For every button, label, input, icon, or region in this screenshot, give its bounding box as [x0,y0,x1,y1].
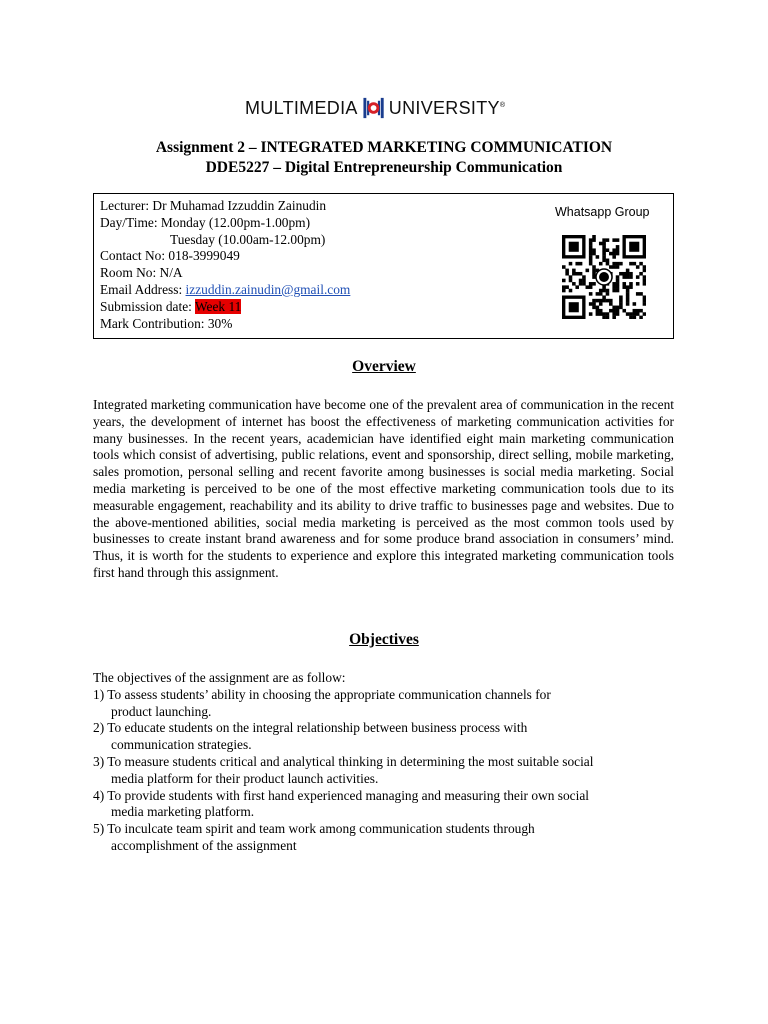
info-lines [100,198,350,332]
objective-item [93,687,693,721]
course-title: DDE5227 – Digital Entrepreneurship Communication [205,159,563,176]
assignment-title: Assignment 2 – INTEGRATED MARKETING COMMUNICATION [155,139,613,156]
daytime-line-1: Day/Time: Monday (12.00pm-1.00pm) [100,214,311,230]
submission-week: Week 11 [194,298,242,314]
registered-mark: ® [499,102,505,109]
overview-paragraph: Integrated marketing communication have become one of the prevalent area of communication in the recent years, the development of internet has boost the effectiveness of marketing communication activities for many businesses. In the recent years, academician have identified eight main marketing communication tools which consist of advertising, public relations, event and sponsorship, direct selling, mobile marketing, sales promotion, personal selling and recent favorite among businesses is social media marketing. Social media marketing is perceived to be one of the most effective marketing communication tools due to its measurable engagement, reachability and its ability to drive traffic to businesses page and websites. Due to the above-mentioned abilities, social media marketing is perceived as the most common tools used by businesses to create instant brand awareness and for some produce brand association in consumers’ mind. Thus, it is worth for the students to experience and explore this integrated marketing communication tools first hand through this assignment. [93,397,674,580]
objective-item [93,754,693,788]
objective-item [93,821,693,855]
university-logo [245,88,505,128]
contact-line: Contact No: 018-3999049 [100,248,240,264]
objective-line: 2) To educate students on the integral relationship between business process with [93,720,528,736]
lecturer-line: Lecturer: Dr Muhamad Izzuddin Zainudin [100,198,327,213]
objective-line: 3) To measure students critical and analytical thinking in determining the most suitable social [93,753,594,769]
objective-continuation: accomplishment of the assignment [111,837,297,853]
objective-continuation: communication strategies. [111,737,252,753]
whatsapp-group-label: Whatsapp Group [555,205,650,219]
submission-line [100,299,350,316]
objectives-intro: The objectives of the assignment are as follow: [93,670,346,685]
overview-heading: Overview [352,358,416,375]
objective-line: 4) To provide students with first hand experienced managing and measuring their own social [93,787,590,803]
objectives-heading: Objectives [349,631,419,648]
logo-right-word: UNIVERSITY [388,97,500,118]
objective-item [93,788,693,822]
mmu-emblem-icon [362,90,385,126]
whatsapp-qr-code[interactable] [562,235,646,319]
objective-item [93,720,693,754]
objective-continuation: media marketing platform. [111,804,255,820]
email-line [100,282,350,299]
mark-line: Mark Contribution: 30% [100,315,233,331]
objective-continuation: media platform for their product launch activities. [111,770,379,786]
objective-line: 5) To inculcate team spirit and team work among communication students through [93,821,535,837]
room-line: Room No: N/A [100,265,183,281]
email-label: Email Address: [100,281,186,297]
objectives-list [93,670,693,855]
logo-left-word: MULTIMEDIA [245,97,358,118]
email-link[interactable]: izzuddin.zainudin@gmail.com [185,281,351,297]
objective-line: 1) To assess students’ ability in choosing the appropriate communication channels for [93,686,551,702]
daytime-line-2: Tuesday (10.00am-12.00pm) [170,231,326,247]
submission-label: Submission date: [100,298,195,314]
lecturer-info-box [93,193,674,339]
objective-continuation: product launching. [111,703,212,719]
